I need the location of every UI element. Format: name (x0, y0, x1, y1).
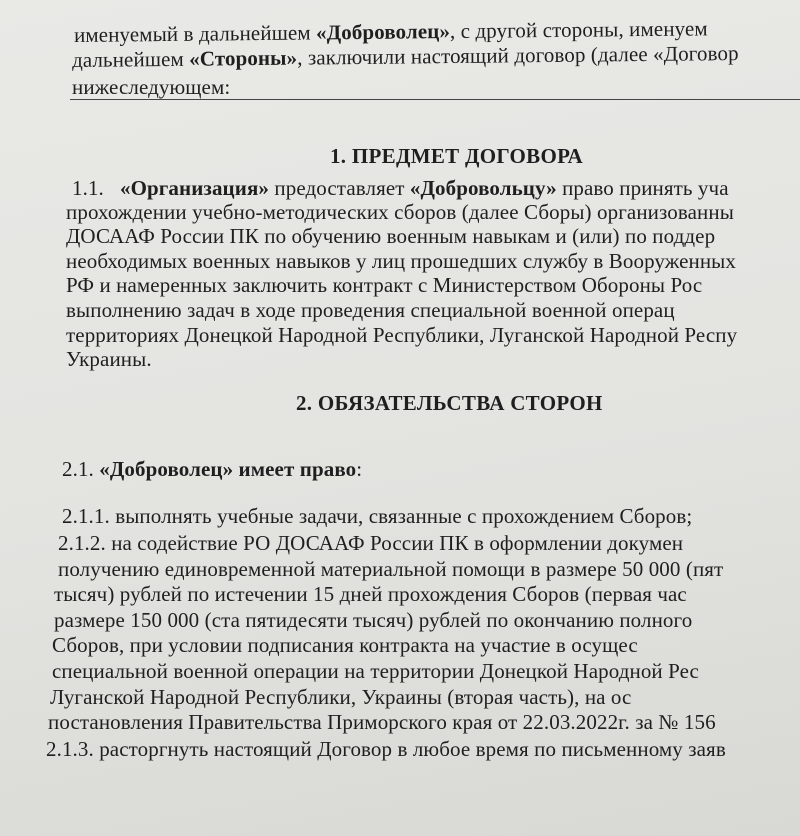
clause-1-1-text: выполнению задач в ходе проведения специальной военной операц (66, 298, 675, 322)
clause-1-1-text: территориях Донецкой Народной Республики, Луганской Народной Респу (66, 323, 738, 347)
volunteer-rights-term: «Доброволец» (99, 457, 234, 481)
section-1-title: 1. ПРЕДМЕТ ДОГОВОРА (330, 144, 584, 168)
clause-2-1-2-text: Луганской Народной Республики, Украины (вторая часть), на ос (50, 685, 632, 709)
clause-1-1-text: необходимых военных навыков у лиц прошедших службу в Вооруженных (66, 249, 736, 273)
clause-2-1-2-text: тысяч) рублей по истечении 15 дней прохождения Сборов (первая час (54, 582, 687, 606)
intro-line-3: нижеследующем: (72, 75, 231, 99)
clause-1-1-text: Украины. (66, 347, 152, 371)
clause-2-1-2-text: Сборов, при условии подписания контракта на участие в осущес (52, 633, 638, 657)
clause-2-1-2-text: специальной военной операции на территории Донецкой Народной Рес (52, 659, 699, 683)
clause-1-1-text: РФ и намеренных заключить контракт с Министерством Обороны Рос (66, 273, 703, 297)
clause-2-1-2: 2.1.2. на содействие РО ДОСААФ России ПК в оформлении докумен (58, 531, 684, 555)
clause-1-1-text: прохождении учебно-методических сборов (далее Сборы) организованны (66, 200, 734, 224)
volunteer-term: «Доброволец» (315, 19, 451, 45)
intro-line-2: дальнейшем «Стороны», заключили настоящий договор (далее «Договор (71, 41, 739, 72)
volunteer-dative-term: «Добровольцу» (409, 176, 557, 200)
clause-2-1-2-text: получению единовременной материальной помощи в размере 50 000 (пят (58, 557, 724, 581)
section-2-title: 2. ОБЯЗАТЕЛЬСТВА СТОРОН (296, 391, 603, 415)
clause-2-1-2-text: постановления Правительства Приморского края от 22.03.2022г. за № 156 (48, 710, 716, 734)
clause-2-1-1: 2.1.1. выполнять учебные задачи, связанные с прохождением Сборов; (62, 504, 693, 528)
clause-1-1-line: 1.1. «Организация» предоставляет «Добровольцу» право принять уча (72, 176, 729, 200)
divider-line (70, 99, 800, 100)
clause-2-1-3: 2.1.3. расторгнуть настоящий Договор в любое время по письменному заяв (46, 737, 726, 761)
clause-1-1-text: ДОСААФ России ПК по обучению военным навыкам и (или) по поддер (66, 224, 716, 248)
clause-2-1-heading: 2.1. «Доброволец» имеет право: (62, 457, 363, 481)
clause-2-1-2-text: размере 150 000 (ста пятидесяти тысяч) рублей по окончанию полного (54, 608, 693, 632)
parties-term: «Стороны» (189, 45, 298, 71)
organization-term: «Организация» (119, 176, 270, 200)
intro-line-1: именуемый в дальнейшем «Доброволец», с другой стороны, именуем (73, 16, 708, 47)
